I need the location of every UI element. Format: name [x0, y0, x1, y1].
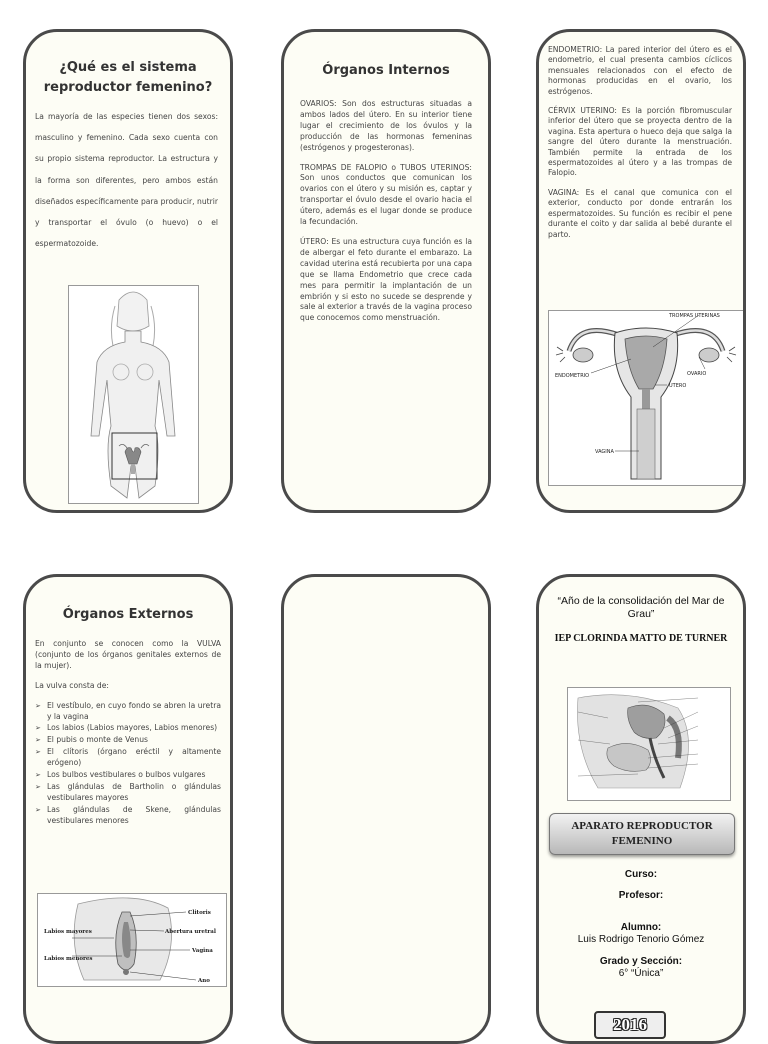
curso-label: Curso:	[624, 869, 658, 880]
panel-blank	[281, 574, 491, 1044]
uterus-diagram	[549, 311, 743, 485]
cover-school: IEP CLORINDA MATTO DE TURNER	[554, 633, 728, 644]
utero-paragraph: ÚTERO: Es una estructura cuya función es la de albergar el feto durante el embarazo. La cavidad uterina está recubierta por una capa que se llama Endometrio que crece cada mes para permitir la implantación de un embrión y si esto no sucede se desprende y sale al exterior a través de la vagina proceso que conocemos como menstruación.	[300, 236, 472, 323]
label-vagina-ext: Vagina	[192, 948, 213, 954]
profesor-label: Profesor:	[618, 890, 664, 901]
panel4-text	[35, 639, 221, 828]
cover-year: 2016	[594, 1011, 666, 1039]
label-ovario: OVARIO	[687, 371, 707, 377]
label-abertura: Abertura uretral	[165, 929, 216, 935]
panel1-text: La mayoría de las especies tienen dos sexos: masculino y femenino. Cada sexo cuenta con su propio sistema reproductor. La estructura y la forma son diferentes, pero ambos están diseñados específicamente para producir, nutrir y transportar el óvulo (o huevo) o el espermatozoide.	[35, 112, 218, 249]
label-ano: Ano	[198, 978, 210, 984]
cover-motto: “Año de la consolidación del Mar de Grau”	[557, 595, 725, 620]
female-body-illustration	[69, 286, 198, 503]
panel4-title: Órganos Externos	[62, 607, 194, 622]
vulva-list-item	[35, 782, 221, 804]
panel-organos-internos	[281, 29, 491, 513]
ovarios-paragraph: OVARIOS: Son dos estructuras situadas a ambos lados del útero. En su interior tiene lugar el crecimiento de los óvulos y la producción de las hormonas femeninas (estrógenos y progesteronas).	[300, 99, 472, 152]
panel1-title: ¿Qué es el sistema reproductor femenino?	[43, 60, 213, 95]
label-trompas: TROMPAS UTERINAS	[669, 313, 720, 319]
vulva-parts-list	[35, 701, 221, 827]
endometrio-paragraph: ENDOMETRIO: La pared interior del útero es el endometrio, el cual presenta cambios cíclicos mensuales relacionados con el efecto de hormonas producidas en el ovario, los estrógenos.	[548, 45, 732, 96]
external-organs-figure	[37, 893, 227, 987]
vulva-list-item	[35, 701, 221, 723]
label-endometrio: ENDOMETRIO	[555, 373, 590, 379]
arrow-bullet-icon: ➢	[35, 771, 41, 780]
panel-que-es	[23, 29, 233, 513]
vulva-list-item	[35, 805, 221, 827]
arrow-bullet-icon: ➢	[35, 782, 41, 791]
arrow-bullet-icon: ➢	[35, 748, 41, 757]
vulva-list-item-text: El clítoris (órgano eréctil y altamente erógeno)	[47, 747, 221, 768]
sagittal-diagram	[568, 688, 730, 800]
alumno-value: Luis Rodrigo Tenorio Gómez	[577, 934, 705, 945]
arrow-bullet-icon: ➢	[35, 736, 41, 745]
sagittal-figure	[567, 687, 731, 801]
internal-organs-figure	[548, 310, 744, 486]
panel3-text	[548, 45, 732, 249]
vulva-list-item	[35, 735, 221, 746]
arrow-bullet-icon: ➢	[35, 701, 41, 710]
panel2-title: Órganos Internos	[322, 63, 450, 78]
alumno-label: Alumno:	[620, 922, 662, 933]
label-labios-menores: Labios menores	[44, 956, 93, 962]
vulva-list-item-text: Las glándulas de Skene, glándulas vestibulares menores	[47, 804, 221, 825]
panel2-text	[300, 99, 472, 333]
vulva-list-item-text: Las glándulas de Bartholin o glándulas vestibulares mayores	[47, 781, 221, 802]
trompas-paragraph: TROMPAS DE FALOPIO o TUBOS UTERINOS: Son unos conductos que comunican los ovarios con el útero y su misión es, captar y transportar el óvulo desde el ovario hacia el útero, además es el lugar donde se produce la fecundación.	[300, 162, 472, 227]
grado-value: 6° “Única”	[618, 968, 664, 979]
arrow-bullet-icon: ➢	[35, 724, 41, 733]
cover-title: APARATO REPRODUCTOR FEMENINO	[549, 813, 735, 855]
vulva-list-item-text: El vestíbulo, en cuyo fondo se abren la uretra y la vagina	[47, 700, 221, 721]
label-clitoris: Clitoris	[188, 910, 211, 916]
vulva-list-item-text: Los labios (Labios mayores, Labios menores)	[47, 723, 218, 733]
grado-label: Grado y Sección:	[599, 956, 683, 967]
arrow-bullet-icon: ➢	[35, 805, 41, 814]
panel-endometrio-cervix-vagina	[536, 29, 746, 513]
label-utero: UTERO	[669, 383, 687, 389]
panel-cover	[536, 574, 746, 1044]
vulva-list-item	[35, 770, 221, 781]
vulva-list-item-text: El pubis o monte de Venus	[47, 735, 148, 745]
vulva-intro: En conjunto se conocen como la VULVA (conjunto de los órganos genitales externos de la mujer).	[35, 639, 221, 670]
vagina-paragraph: VAGINA: Es el canal que comunica con el exterior, conducto por donde entrarán los espermatozoides. Su función es recibir el pene durante el coito y dar salida al bebé durante el parto.	[548, 187, 732, 239]
vulva-list-intro: La vulva consta de:	[35, 680, 109, 690]
label-vagina: VAGINA	[595, 449, 614, 455]
panel-organos-externos	[23, 574, 233, 1044]
female-body-figure	[68, 285, 199, 504]
vulva-list-item-text: Los bulbos vestibulares o bulbos vulgares	[47, 770, 206, 780]
vulva-list-item	[35, 723, 221, 734]
vulva-diagram	[38, 894, 226, 986]
cervix-paragraph: CÉRVIX UTERINO: Es la porción fibromuscular inferior del útero que se proyecta dentro de la vagina. Esta apertura o hueco deja que salga la sangre del útero durante la menstruación. También permite la entrada de los espermatozoides al útero y a las trompas de Falopio.	[548, 106, 732, 178]
vulva-list-item	[35, 747, 221, 769]
label-labios-mayores: Labios mayores	[44, 929, 92, 935]
